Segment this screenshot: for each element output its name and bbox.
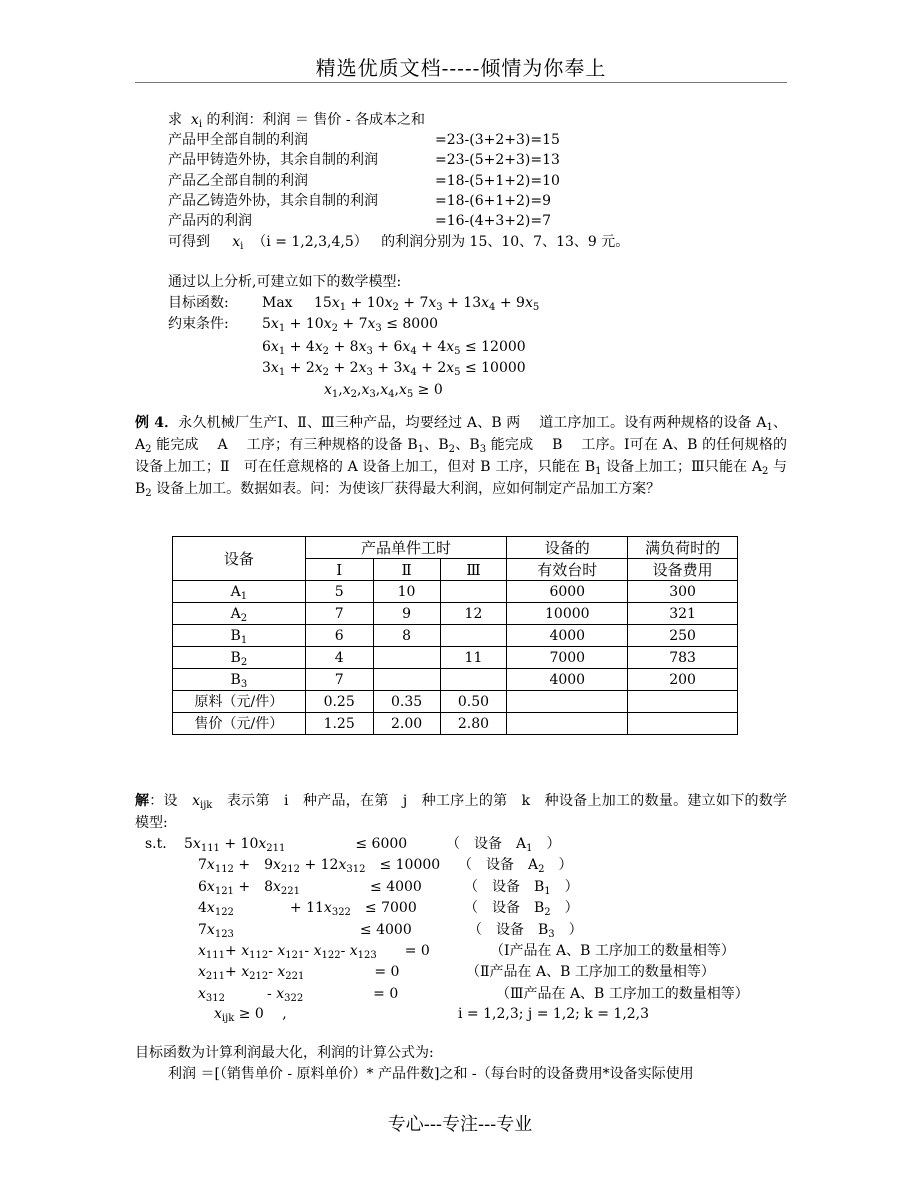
profit-intro-suffix: 的利润：利润 ＝ 售价 ‐ 各成本之和: [206, 112, 425, 128]
solution-lead: 解: [135, 793, 150, 809]
table-body: [173, 581, 738, 691]
product-header-2: Ⅱ: [373, 559, 440, 581]
cell-p1: 5: [305, 581, 373, 603]
price-capacity: [507, 713, 628, 735]
cell-cost: 321: [628, 603, 738, 625]
profit-row-label: 产品乙全部自制的利润: [168, 172, 308, 189]
table-row: [173, 603, 738, 625]
solution-constraint-expr: $5x_{111} + 10x_{211}$ ≤ 6000: [184, 836, 408, 854]
profit-summary-sub: i: [240, 241, 244, 252]
profit-summary-var: x: [232, 234, 241, 250]
solution-constraint-expr: $x_{111}+ x_{112}-$ $x_{121}-$ $x_{122}-$ $x_{123}$ = 0: [198, 943, 430, 961]
cell-capacity: 4000: [507, 625, 628, 647]
solution-constraint-note: （Ⅱ产品在 A、B 工序加工的数量相等）: [466, 964, 715, 981]
profit-row-label: 产品甲全部自制的利润: [168, 132, 308, 148]
capacity-header-1: 设备的: [507, 537, 628, 559]
solution-constraint-expr: $x_{312}$ - $x_{322}$ = 0: [198, 985, 399, 1004]
constraint-2: $6x_1 + 4x_2 + 8x_3 + 6x_4 + 4x_5 \le 12000$: [262, 339, 526, 357]
solution-constraint-expr: $4x_{122}$ + $11x_{322}$ ≤ 7000: [198, 900, 417, 919]
cell-device: $B_1$: [173, 625, 306, 647]
profit-row-calc: =23-(3+2+3)=15: [435, 132, 560, 148]
cell-cost: 783: [628, 647, 738, 669]
objective-max: Max: [262, 295, 293, 311]
constraint-3: $3x_1 + 2x_2 + 2x_3 + 3x_4 + 2x_5 \le 10000$: [262, 360, 526, 378]
cost-header-2: 设备费用: [628, 559, 738, 581]
price-cost: [628, 713, 738, 735]
cell-capacity: 10000: [507, 603, 628, 625]
solution-constraint-note: （ 设备 $A_2$ ）: [458, 857, 573, 876]
cell-p2: 9: [373, 603, 440, 625]
table-row: [173, 625, 738, 647]
objective-intro: 目标函数为计算利润最大化，利润的计算公式为:: [135, 1045, 434, 1061]
header-divider: [135, 82, 787, 83]
solution-nonneg: $x_{ijk} \ge 0$ ,: [214, 1006, 287, 1024]
profit-row-calc: =23-(5+2+3)=13: [435, 152, 560, 169]
cell-device: $A_1$: [173, 581, 306, 603]
cell-cost: 250: [628, 625, 738, 647]
profit-intro-sub: i: [198, 119, 203, 130]
solution-constraint-note: （Ⅲ产品在 A、B 工序加工的数量相等）: [496, 985, 749, 1002]
price-p2: 2.00: [373, 713, 440, 735]
page-header: 精选优质文档-----倾情为你奉上: [315, 56, 607, 80]
cell-p2: [373, 647, 440, 669]
table-row: [173, 647, 738, 669]
st-label: s.t.: [145, 836, 167, 852]
profit-summary-suffix: 的利润分别为 15、10、7、13、9 元。: [381, 234, 630, 250]
product-header-3: Ⅲ: [440, 559, 507, 581]
price-p1: 1.25: [305, 713, 373, 735]
product-header-1: Ⅰ: [305, 559, 373, 581]
profit-intro-var: x: [190, 112, 199, 128]
profit-row-calc: =16-(4+3+2)=7: [435, 213, 552, 230]
objective-label: 目标函数:: [168, 295, 229, 311]
objective-expr: $15x_1 + 10x_2 + 7x_3 + 13x_4 + 9x_5$: [314, 295, 540, 313]
cell-capacity: 7000: [507, 647, 628, 669]
example4-paragraph: [135, 412, 787, 500]
cell-capacity: 4000: [507, 669, 628, 691]
profit-row-calc: =18-(6+1+2)=9: [435, 192, 552, 209]
profit-formula: 利润 ＝[（销售单价 ‐ 原料单价）* 产品件数]之和 ‐（每台时的设备费用*设备实际使用: [168, 1066, 694, 1082]
price-label: 售价（元/件）: [173, 713, 306, 735]
profit-summary-range: （i = 1,2,3,4,5）: [252, 234, 368, 250]
cell-p2: 8: [373, 625, 440, 647]
profit-summary: [168, 232, 629, 252]
capacity-header-2: 有效台时: [507, 559, 628, 581]
device-header: 设备: [173, 537, 306, 581]
material-label: 原料（元/件）: [173, 691, 306, 713]
profit-row-label: 产品乙铸造外协，其余自制的利润: [168, 192, 378, 209]
solution-paragraph: [135, 790, 787, 834]
model1-intro: 通过以上分析,可建立如下的数学模型:: [168, 274, 402, 290]
profit-row-label: 产品甲铸造外协，其余自制的利润: [168, 152, 378, 169]
solution-constraint-expr: $6x_{121}$ + $8x_{221}$ ≤ 4000: [198, 878, 422, 897]
solution-constraint-note: （Ⅰ产品在 A、B 工序加工的数量相等）: [490, 943, 735, 959]
cell-p1: 7: [305, 603, 373, 625]
cell-device: $A_2$: [173, 603, 306, 625]
profit-row-label: 产品丙的利润: [168, 213, 252, 230]
cell-cost: 300: [628, 581, 738, 603]
cell-p3: 12: [440, 603, 507, 625]
cell-p1: 6: [305, 625, 373, 647]
solution-constraint-expr: $7x_{123}$ ≤ 4000: [198, 921, 412, 940]
constraint-1: $5x_1 + 10x_2 + 7x_3 \le 8000$: [262, 316, 439, 334]
profit-row-calc: =18-(5+1+2)=10: [435, 172, 560, 189]
cell-cost: 200: [628, 669, 738, 691]
cell-p1: 4: [305, 647, 373, 669]
solution-constraint-expr: $x_{211}+ x_{212}-$ $x_{221}$ = 0: [198, 964, 400, 983]
price-p3: 2.80: [440, 713, 507, 735]
solution-constraint-note: （ 设备 $A_1$ ）: [446, 836, 561, 854]
example4-lead: 例 4．: [135, 415, 179, 431]
profit-intro: [168, 110, 425, 130]
cost-header-1: 满负荷时的: [628, 537, 738, 559]
cell-p3: [440, 581, 507, 603]
cell-p3: 11: [440, 647, 507, 669]
cell-p3: [440, 625, 507, 647]
example4-text: 永久机械厂生产Ⅰ、Ⅱ、Ⅲ三种产品，均要经过 A、B 两 道工序加工。设有两种规格的设备 $A_1$、$A_2$ 能完成 A 工序；有三种规格的设备 $B_1$、$B_2$、$B_3$ 能完成 B 工序。Ⅰ可在 A、B 的任何规格的设备上加工；Ⅱ 可在任意规格的 A 设备上加工，但对 B 工序，只能在 $B_1$ 设备上加工；Ⅲ只能在 $A_2$ 与 $B_2$ 设备上加工。数据如表。问：为使该厂获得最大利润，应如何制定产品加工方案？: [135, 415, 788, 499]
cell-p2: 10: [373, 581, 440, 603]
page-footer: 专心---专注---专业: [387, 1114, 533, 1135]
profit-intro-prefix: 求: [168, 112, 182, 128]
material-p2: 0.35: [373, 691, 440, 713]
cell-device: $B_3$: [173, 669, 306, 691]
cell-p3: [440, 669, 507, 691]
material-p3: 0.50: [440, 691, 507, 713]
material-capacity: [507, 691, 628, 713]
cell-p1: 7: [305, 669, 373, 691]
data-table: [172, 536, 738, 735]
constraint-label: 约束条件:: [168, 316, 229, 332]
table-row: [173, 669, 738, 691]
group-header: 产品单件工时: [305, 537, 507, 559]
cell-device: $B_2$: [173, 647, 306, 669]
solution-indices: i = 1,2,3; j = 1,2; k = 1,2,3: [458, 1006, 650, 1022]
solution-constraint-note: （ 设备 $B_2$ ）: [464, 900, 579, 919]
cell-p2: [373, 669, 440, 691]
solution-text: ：设 $x_{ijk}$ 表示第 i 种产品，在第 j 种工序上的第 k 种设备上加工的数量。建立如下的数学模型:: [135, 793, 788, 831]
material-p1: 0.25: [305, 691, 373, 713]
table-row: [173, 581, 738, 603]
profit-summary-prefix: 可得到: [168, 234, 210, 250]
material-cost: [628, 691, 738, 713]
solution-constraint-note: （ 设备 $B_3$ ）: [468, 921, 583, 940]
solution-constraint-note: （ 设备 $B_1$ ）: [464, 878, 579, 897]
solution-constraint-expr: $7x_{112}$ + $9x_{212} + 12x_{312}$ ≤ 10000: [198, 857, 441, 876]
cell-capacity: 6000: [507, 581, 628, 603]
constraint-nonneg: $x_1,x_2,x_3,x_4,x_5 \ge 0$: [324, 382, 443, 400]
